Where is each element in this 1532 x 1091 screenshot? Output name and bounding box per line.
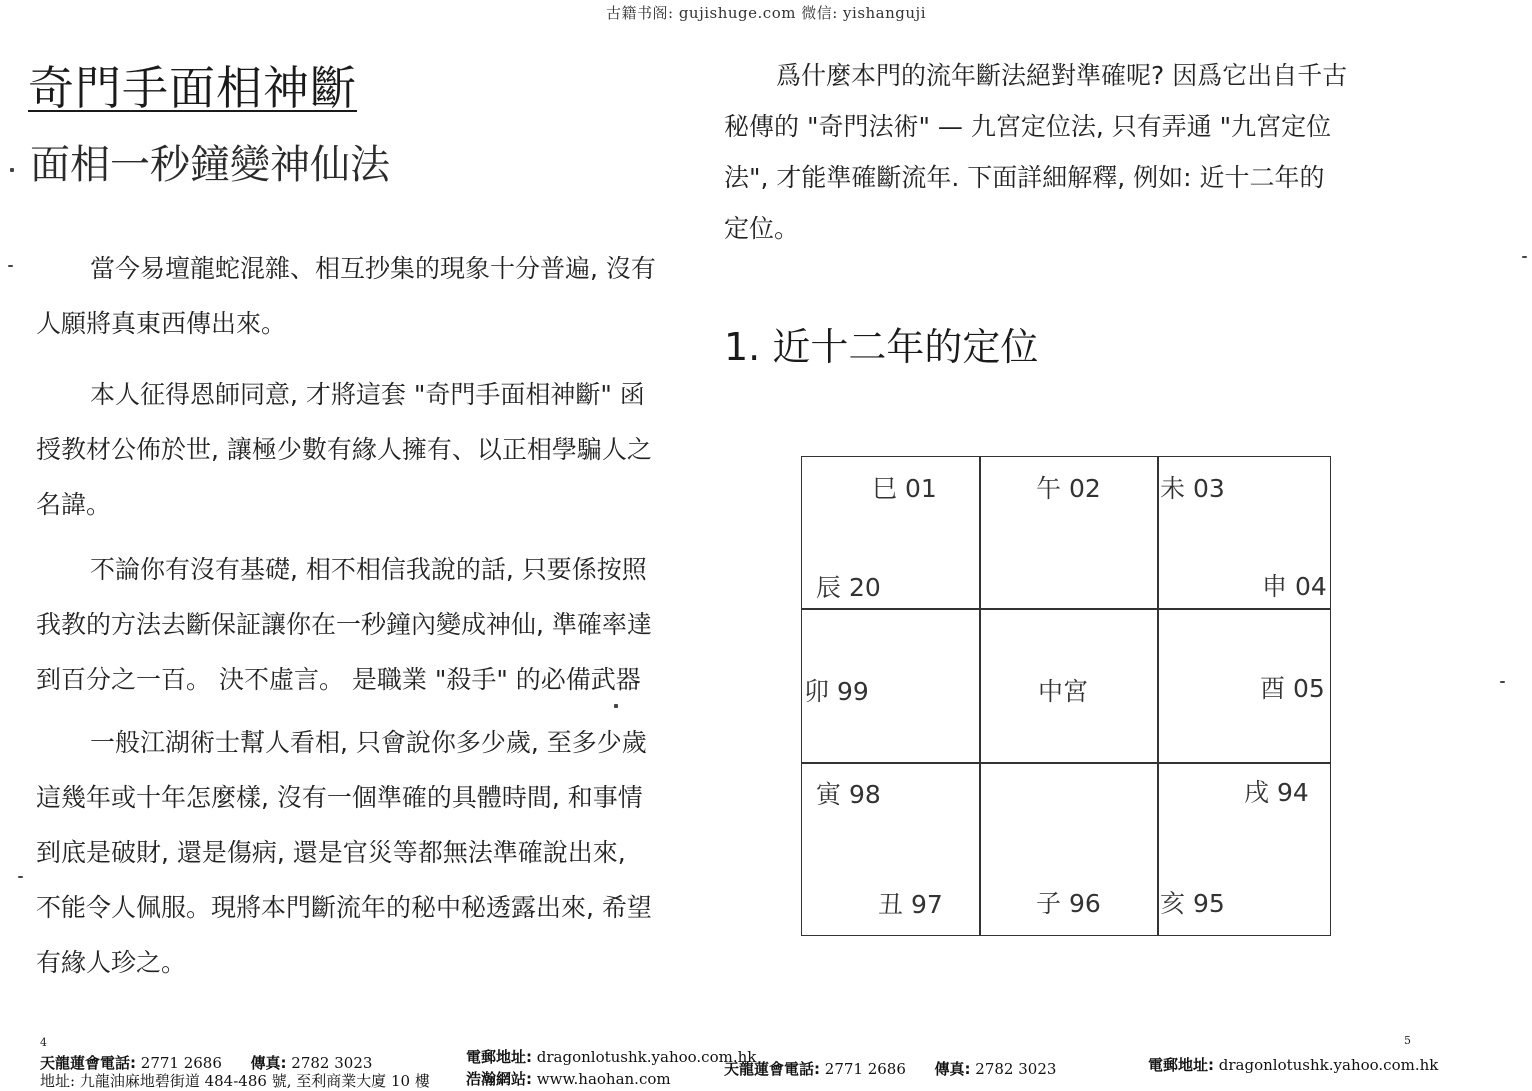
cell-label-you: 酉 05 <box>1260 674 1325 703</box>
fax-number: 2782 3023 <box>975 1060 1057 1078</box>
address-text: 地址: 九龍油麻地碧街道 484-486 號, 至利商業大廈 10 樓 <box>40 1072 430 1090</box>
cell-label-xu: 戌 94 <box>1244 778 1309 807</box>
cell-label-wei: 未 03 <box>1160 474 1225 503</box>
paragraph-line: 不能令人佩服。現將本門斷流年的秘中秘透露出來, 希望 <box>36 893 652 922</box>
email-address: dragonlotushk.yahoo.com.hk <box>1218 1056 1439 1074</box>
scan-speck <box>8 265 13 267</box>
cell-label-yin: 寅 98 <box>816 780 881 809</box>
paragraph-line: 不論你有沒有基礎, 相不相信我說的話, 只要係按照 <box>90 555 647 584</box>
paragraph-line: 我教的方法去斷保証讓你在一秒鐘內變成神仙, 準確率達 <box>36 610 652 639</box>
intro-line: 法", 才能準確斷流年. 下面詳細解釋, 例如: 近十二年的 <box>724 163 1325 192</box>
cell-label-shen: 申 04 <box>1262 572 1327 601</box>
page-number-left: 4 <box>40 1036 47 1049</box>
cell-label-chen: 辰 20 <box>816 573 881 602</box>
grid-line <box>802 608 1330 610</box>
footer-address-left <box>40 1070 430 1091</box>
grid-line <box>1157 457 1159 935</box>
paragraph-line: 一般江湖術士幫人看相, 只會說你多少歲, 至多少歲 <box>90 728 647 757</box>
phone-label: 天龍蓮會電話: <box>724 1060 820 1078</box>
scan-speck <box>10 168 14 172</box>
document-title: 奇門手面相神斷 <box>28 61 357 115</box>
phone-number: 2771 2686 <box>140 1054 222 1072</box>
paragraph-line: 名諱。 <box>36 490 112 519</box>
page-number-right: 5 <box>1404 1034 1411 1047</box>
paragraph-line: 到百分之一百。 決不虛言。 是職業 "殺手" 的必備武器 <box>36 665 641 694</box>
grid-line <box>802 762 1330 764</box>
section-heading: 1. 近十二年的定位 <box>724 325 1039 369</box>
intro-line: 秘傳的 "奇門法術" — 九宮定位法, 只有弄通 "九宮定位 <box>724 112 1332 141</box>
scan-speck <box>1522 256 1527 258</box>
email-address: dragonlotushk.yahoo.com.hk <box>536 1048 757 1066</box>
document-subtitle: 面相一秒鐘變神仙法 <box>30 142 390 188</box>
right-page <box>706 0 1532 1080</box>
fax-label: 傳真: <box>934 1060 971 1078</box>
email-label: 電郵地址: <box>466 1048 532 1066</box>
cell-label-wu: 午 02 <box>1036 474 1101 503</box>
website-label: 浩瀚網站: <box>466 1070 532 1088</box>
left-page <box>0 0 757 1090</box>
fax-label: 傳真: <box>250 1054 287 1072</box>
phone-number: 2771 2686 <box>824 1060 906 1078</box>
footer-email-right <box>1148 1054 1438 1075</box>
watermark: 古籍书阁: gujishuge.com 微信: yishanguji <box>606 4 926 22</box>
paragraph-line: 這幾年或十年怎麼樣, 沒有一個準確的具體時間, 和事情 <box>36 783 643 812</box>
nine-palace-grid <box>801 456 1331 936</box>
scan-speck <box>614 704 618 708</box>
paragraph-line: 有緣人珍之。 <box>36 948 187 977</box>
grid-line <box>979 457 981 935</box>
cell-label-zi: 子 96 <box>1036 889 1101 918</box>
cell-label-chou: 丑 97 <box>878 890 943 919</box>
scan-speck <box>1500 681 1505 683</box>
paragraph-line: 人願將真東西傳出來。 <box>36 309 287 338</box>
paragraph-line: 到底是破財, 還是傷病, 還是官災等都無法準確說出來, <box>36 838 626 867</box>
footer-contact-right <box>724 1058 1056 1079</box>
cell-label-si: 巳 01 <box>872 474 937 503</box>
cell-label-center: 中宮 <box>1038 677 1089 706</box>
scan-speck <box>18 876 23 878</box>
intro-paragraph <box>724 50 1347 254</box>
paragraph-line: 本人征得恩師同意, 才將這套 "奇門手面相神斷" 函 <box>90 380 645 409</box>
intro-line: 定位。 <box>724 214 800 243</box>
intro-line: 爲什麼本門的流年斷法絕對準確呢? 因爲它出自千古 <box>776 61 1348 90</box>
footer-website-left <box>466 1068 671 1089</box>
fax-number: 2782 3023 <box>291 1054 373 1072</box>
paragraph-line: 授教材公佈於世, 讓極少數有緣人擁有、以正相學騙人之 <box>36 435 652 464</box>
cell-label-hai: 亥 95 <box>1160 889 1225 918</box>
paragraph-line: 當今易壇龍蛇混雜、相互抄集的現象十分普遍, 沒有 <box>90 254 656 283</box>
email-label: 電郵地址: <box>1148 1056 1214 1074</box>
website-url: www.haohan.com <box>536 1070 671 1088</box>
cell-label-mao: 卯 99 <box>804 677 869 706</box>
phone-label: 天龍蓮會電話: <box>40 1054 136 1072</box>
